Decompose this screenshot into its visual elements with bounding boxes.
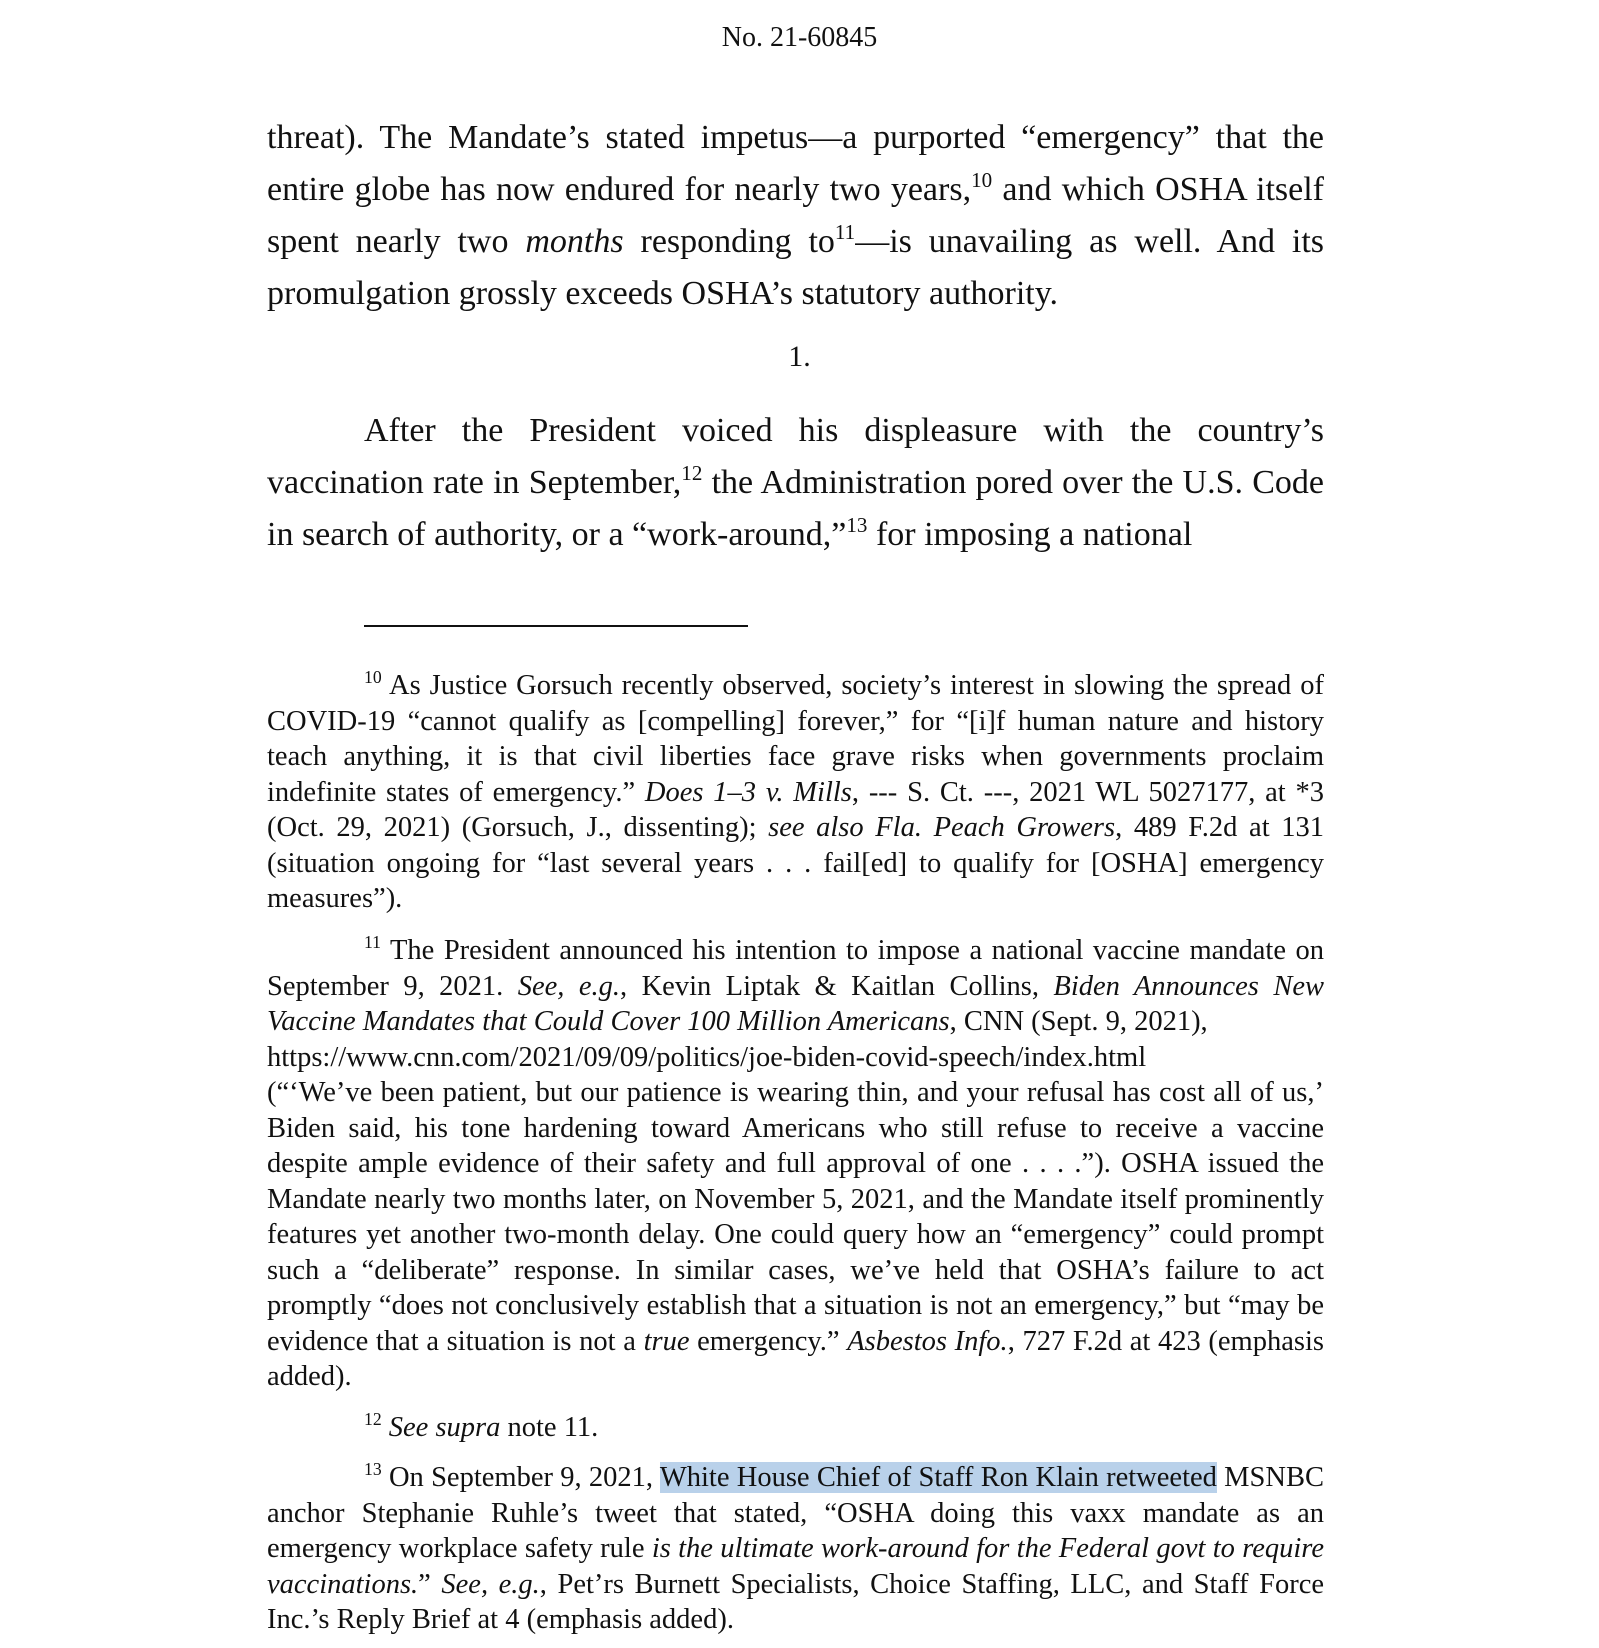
- footnote-text-run: , 727 F.2d at 423 (emphasis added).: [267, 1325, 1324, 1392]
- body-text-run: After the President voiced his displeasure with the country’s vaccination rate in September,: [267, 412, 1324, 501]
- docket-number: No. 21-60845: [721, 22, 878, 53]
- highlighted-text-selection[interactable]: White House Chief of Staff Ron Klain retweeted: [659, 1462, 1217, 1493]
- footnote-number: 10: [364, 667, 382, 688]
- footnote-text-run: , Kevin Liptak & Kaitlan Collins,: [620, 970, 1054, 1002]
- section-heading: 1.: [788, 340, 811, 373]
- body-text-run: —is unavailing as well. And its promulgation grossly exceeds OSHA’s statutory authority.: [267, 223, 1325, 312]
- body-text-run: the Administration pored over the U.S. Code in search of authority, or a “work-around,”: [267, 464, 1324, 553]
- footnote-ref-13[interactable]: 13: [846, 513, 868, 538]
- footnote-separator: [364, 625, 748, 627]
- footnote-text-run: On September 9, 2021,: [381, 1462, 660, 1493]
- citation-signal: See, e.g.: [441, 1568, 540, 1600]
- body-text-run: and which OSHA itself spent nearly two: [267, 171, 1324, 260]
- emphasis-text: true: [643, 1325, 690, 1357]
- footnote-11: [267, 933, 1324, 1395]
- footnote-ref-11[interactable]: 11: [834, 220, 856, 245]
- source-url[interactable]: https://www.cnn.com/2021/09/09/politics/joe-biden-covid-speech/index.html: [267, 1041, 1147, 1073]
- footnote-text-run: , 489 F.2d at 131 (situation ongoing for “last several years . . . fail[ed] to qualify for [OSHA] emergency measures”).: [267, 812, 1324, 914]
- footnote-number: 11: [364, 932, 382, 953]
- citation-signal: See, e.g.: [517, 970, 621, 1002]
- case-name: Asbestos Info.: [847, 1325, 1008, 1357]
- footnote-text-run: , Pet’rs Burnett Specialists, Choice Staffing, LLC, and Staff Force Inc.’s Reply Brief at 4 (emphasis added).: [267, 1568, 1324, 1635]
- citation-signal: see also Fla. Peach Growers: [768, 812, 1116, 843]
- footnote-12: [267, 1410, 1324, 1446]
- footnote-text-run: [382, 1412, 389, 1443]
- footnote-13: [267, 1460, 1324, 1638]
- footnote-text-run: , CNN (Sept. 9, 2021),: [949, 1006, 1208, 1037]
- body-paragraph-1: [267, 112, 1324, 320]
- footnote-text-run: note 11.: [500, 1412, 599, 1443]
- footnote-text-run: ”: [418, 1568, 442, 1600]
- case-name: Does 1–3 v. Mills: [644, 776, 852, 808]
- body-text-run: threat). The Mandate’s stated impetus—a purported “emergency” that the entire globe has now endured for nearly two years,: [267, 119, 1324, 208]
- body-paragraph-2: [267, 405, 1324, 561]
- footnote-text-run: emergency.”: [689, 1325, 848, 1357]
- emphasis-text: months: [525, 223, 624, 260]
- citation-signal: See supra: [388, 1412, 501, 1443]
- footnote-ref-10[interactable]: 10: [971, 168, 993, 193]
- footnote-10: [267, 668, 1324, 917]
- footnote-text-run: The President announced his intention to impose a national vaccine mandate on September 9, 2021.: [267, 935, 1324, 1002]
- footnote-number: 13: [364, 1459, 382, 1480]
- footnote-text-run: As Justice Gorsuch recently observed, society’s interest in slowing the spread of COVID-19 “cannot qualify as [compelling] forever,” for “[i]f human nature and history teach anything, it is that civil liberties face grave risks when governments proclaim indefinite states of emergency.”: [267, 670, 1324, 808]
- footnote-ref-12[interactable]: 12: [681, 461, 703, 486]
- emphasis-text: is the ultimate work-around for the Federal govt to require vaccinations.: [267, 1533, 1324, 1600]
- body-text-run: responding to: [623, 223, 835, 260]
- footnote-text-run: MSNBC anchor Stephanie Ruhle’s tweet that stated, “OSHA doing this vaxx mandate as an emergency workplace safety rule: [267, 1462, 1324, 1564]
- article-title: Biden Announces New Vaccine Mandates that Could Cover 100 Million Americans: [267, 970, 1324, 1037]
- footnote-text-run: (“‘We’ve been patient, but our patience is wearing thin, and your refusal has cost all of us,’ Biden said, his tone hardening toward Americans who still refuse to receive a vaccine despite ample evidence of their safety and full approval of one . . . .”). OSHA issued the Mandate nearly two months later, on November 5, 2021, and the Mandate itself prominently features yet another two-month delay. One could query how an “emergency” could prompt such a “deliberate” response. In similar cases, we’ve held that OSHA’s failure to act promptly “does not conclusively establish that a situation is not an emergency,” but “may be evidence that a situation is not a: [267, 1077, 1324, 1357]
- body-text-run: for imposing a national: [867, 516, 1193, 553]
- footnote-number: 12: [364, 1409, 382, 1430]
- footnote-text-run: , --- S. Ct. ---, 2021 WL 5027177, at *3 (Oct. 29, 2021) (Gorsuch, J., dissenting);: [267, 776, 1324, 843]
